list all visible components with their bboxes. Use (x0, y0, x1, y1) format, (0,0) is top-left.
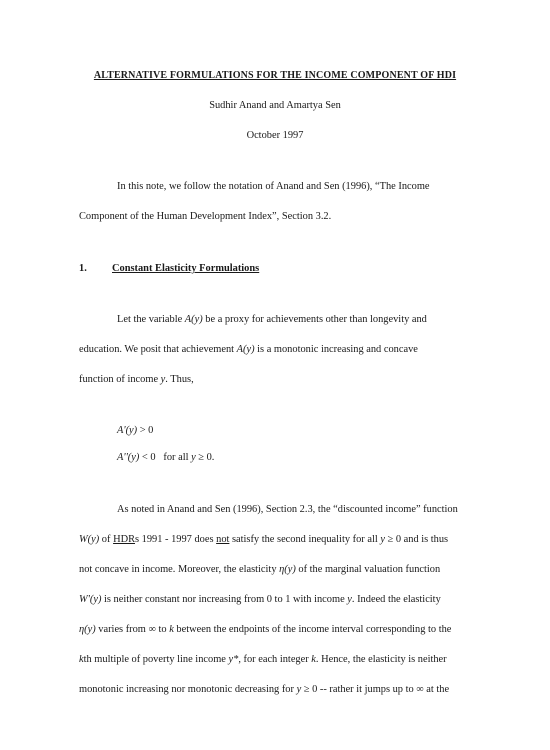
document-authors: Sudhir Anand and Amartya Sen (209, 100, 341, 111)
section-title: Constant Elasticity Formulations (112, 263, 260, 274)
intro-line-1: In this note, we follow the notation of Anand and Sen (1996), “The Income (117, 181, 430, 192)
para2-line-4: W'(y) is neither constant nor increasing from 0 to 1 with income y. Indeed the elasticity (79, 594, 441, 605)
para2-line-2: W(y) of HDRs 1991 - 1997 does not satisfy the second inequality for all y ≥ 0 and is thus (79, 534, 449, 545)
para2-line-1: As noted in Anand and Sen (1996), Section 2.3, the “discounted income” function (117, 504, 458, 515)
para1-line-2: education. We posit that achievement A(y) is a monotonic increasing and concave (79, 344, 418, 355)
variable-y: y (160, 374, 166, 385)
section-heading (79, 262, 260, 275)
para2-line-7: monotonic increasing nor monotonic decreasing for y ≥ 0 -- rather it jumps up to ∞ at the (79, 684, 450, 695)
document-date: October 1997 (246, 130, 304, 141)
hdr-abbrev: HDR (113, 534, 136, 545)
condition-second-derivative: A''(y) < 0 for all y ≥ 0. (117, 452, 215, 463)
variable-a-y: A(y) (236, 344, 255, 355)
variable-a-y: A(y) (184, 314, 203, 325)
para1-line-3: function of income y. Thus, (79, 374, 194, 385)
document-title: ALTERNATIVE FORMULATIONS FOR THE INCOME COMPONENT OF HDI (93, 70, 457, 81)
para2-line-6: kth multiple of poverty line income y*, for each integer k. Hence, the elasticity is neither (79, 654, 447, 665)
intro-line-2: Component of the Human Development Index”, Section 3.2. (79, 211, 332, 222)
para1-line-1: Let the variable A(y) be a proxy for achievements other than longevity and (117, 314, 427, 325)
section-number: 1. (79, 263, 87, 274)
condition-first-derivative: A'(y) > 0 (117, 425, 154, 436)
para2-line-3: not concave in income. Moreover, the elasticity η(y) of the marginal valuation function (79, 564, 441, 575)
not-emphasis: not (216, 534, 230, 545)
para2-line-5: η(y) varies from ∞ to k between the endpoints of the income interval corresponding to the (79, 624, 452, 635)
